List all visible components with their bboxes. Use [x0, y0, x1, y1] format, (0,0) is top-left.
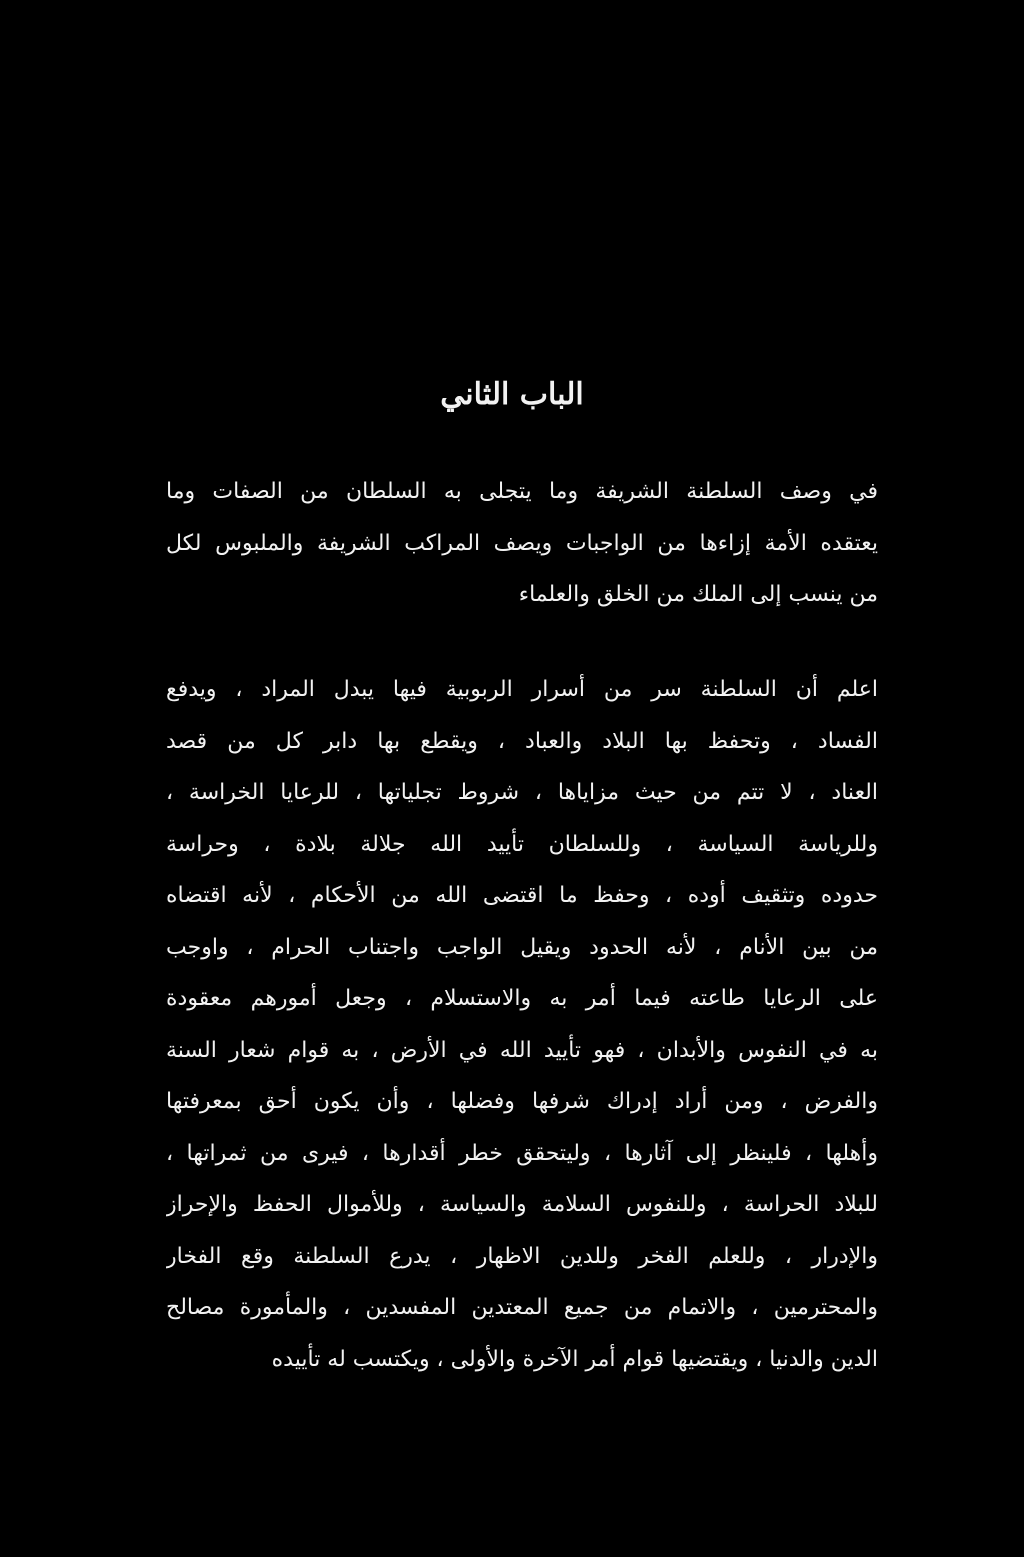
paragraph-body: [166, 664, 878, 1385]
text-line: حدوده وتثقيف أوده ، وحفظ ما اقتضى الله من الأحكام ، لأنه اقتضاه: [166, 883, 878, 908]
paragraph-intro: [166, 466, 878, 621]
text-line: والمحترمين ، والاتمام من جميع المعتدين المفسدين ، والمأمورة مصالح: [166, 1295, 878, 1320]
text-line: العناد ، لا تتم من حيث مزاياها ، شروط تجلياتها ، للرعايا الخراسة ،: [166, 780, 878, 805]
text-line: اعلم أن السلطنة سر من أسرار الربوبية فيها يبدل المراد ، ويدفع: [166, 677, 878, 702]
text-line: في وصف السلطنة الشريفة وما يتجلى به السلطان من الصفات وما: [166, 479, 878, 504]
text-line: وأهلها ، فلينظر إلى آثارها ، وليتحقق خطر أقدارها ، فيرى من ثمراتها ،: [166, 1140, 878, 1166]
text-line: يعتقده الأمة إزاءها من الواجبات ويصف المراكب الشريفة والملبوس لكل: [166, 530, 878, 556]
text-line: الفساد ، وتحفظ بها البلاد والعباد ، ويقطع بها دابر كل من قصد: [166, 728, 878, 754]
text-line: به في النفوس والأبدان ، فهو تأييد الله في الأرض ، به قوام شعار السنة: [166, 1037, 878, 1063]
text-line: والفرض ، ومن أراد إدراك شرفها وفضلها ، وأن يكون أحق بمعرفتها: [166, 1089, 878, 1114]
text-line: الدين والدنيا ، ويقتضيها قوام أمر الآخرة والأولى ، ويكتسب له تأييده: [271, 1346, 878, 1372]
chapter-title: الباب الثاني: [440, 377, 584, 412]
text-line: من بين الأنام ، لأنه الحدود ويقيل الواجب واجتناب الحرام ، واوجب: [166, 934, 878, 960]
text-line: للبلاد الحراسة ، وللنفوس السلامة والسياسة ، وللأموال الحفظ والإحراز: [166, 1192, 878, 1217]
text-line: من ينسب إلى الملك من الخلق والعلماء: [518, 582, 878, 607]
text-line: على الرعايا طاعته فيما أمر به والاستسلام ، وجعل أمورهم معقودة: [166, 986, 878, 1011]
text-line: وللرياسة السياسة ، وللسلطان تأييد الله جلالة بلادة ، وحراسة: [166, 831, 878, 857]
text-line: والإدرار ، وللعلم الفخر وللدين الاظهار ، يدرع السلطنة وقع الفخار: [166, 1243, 878, 1269]
